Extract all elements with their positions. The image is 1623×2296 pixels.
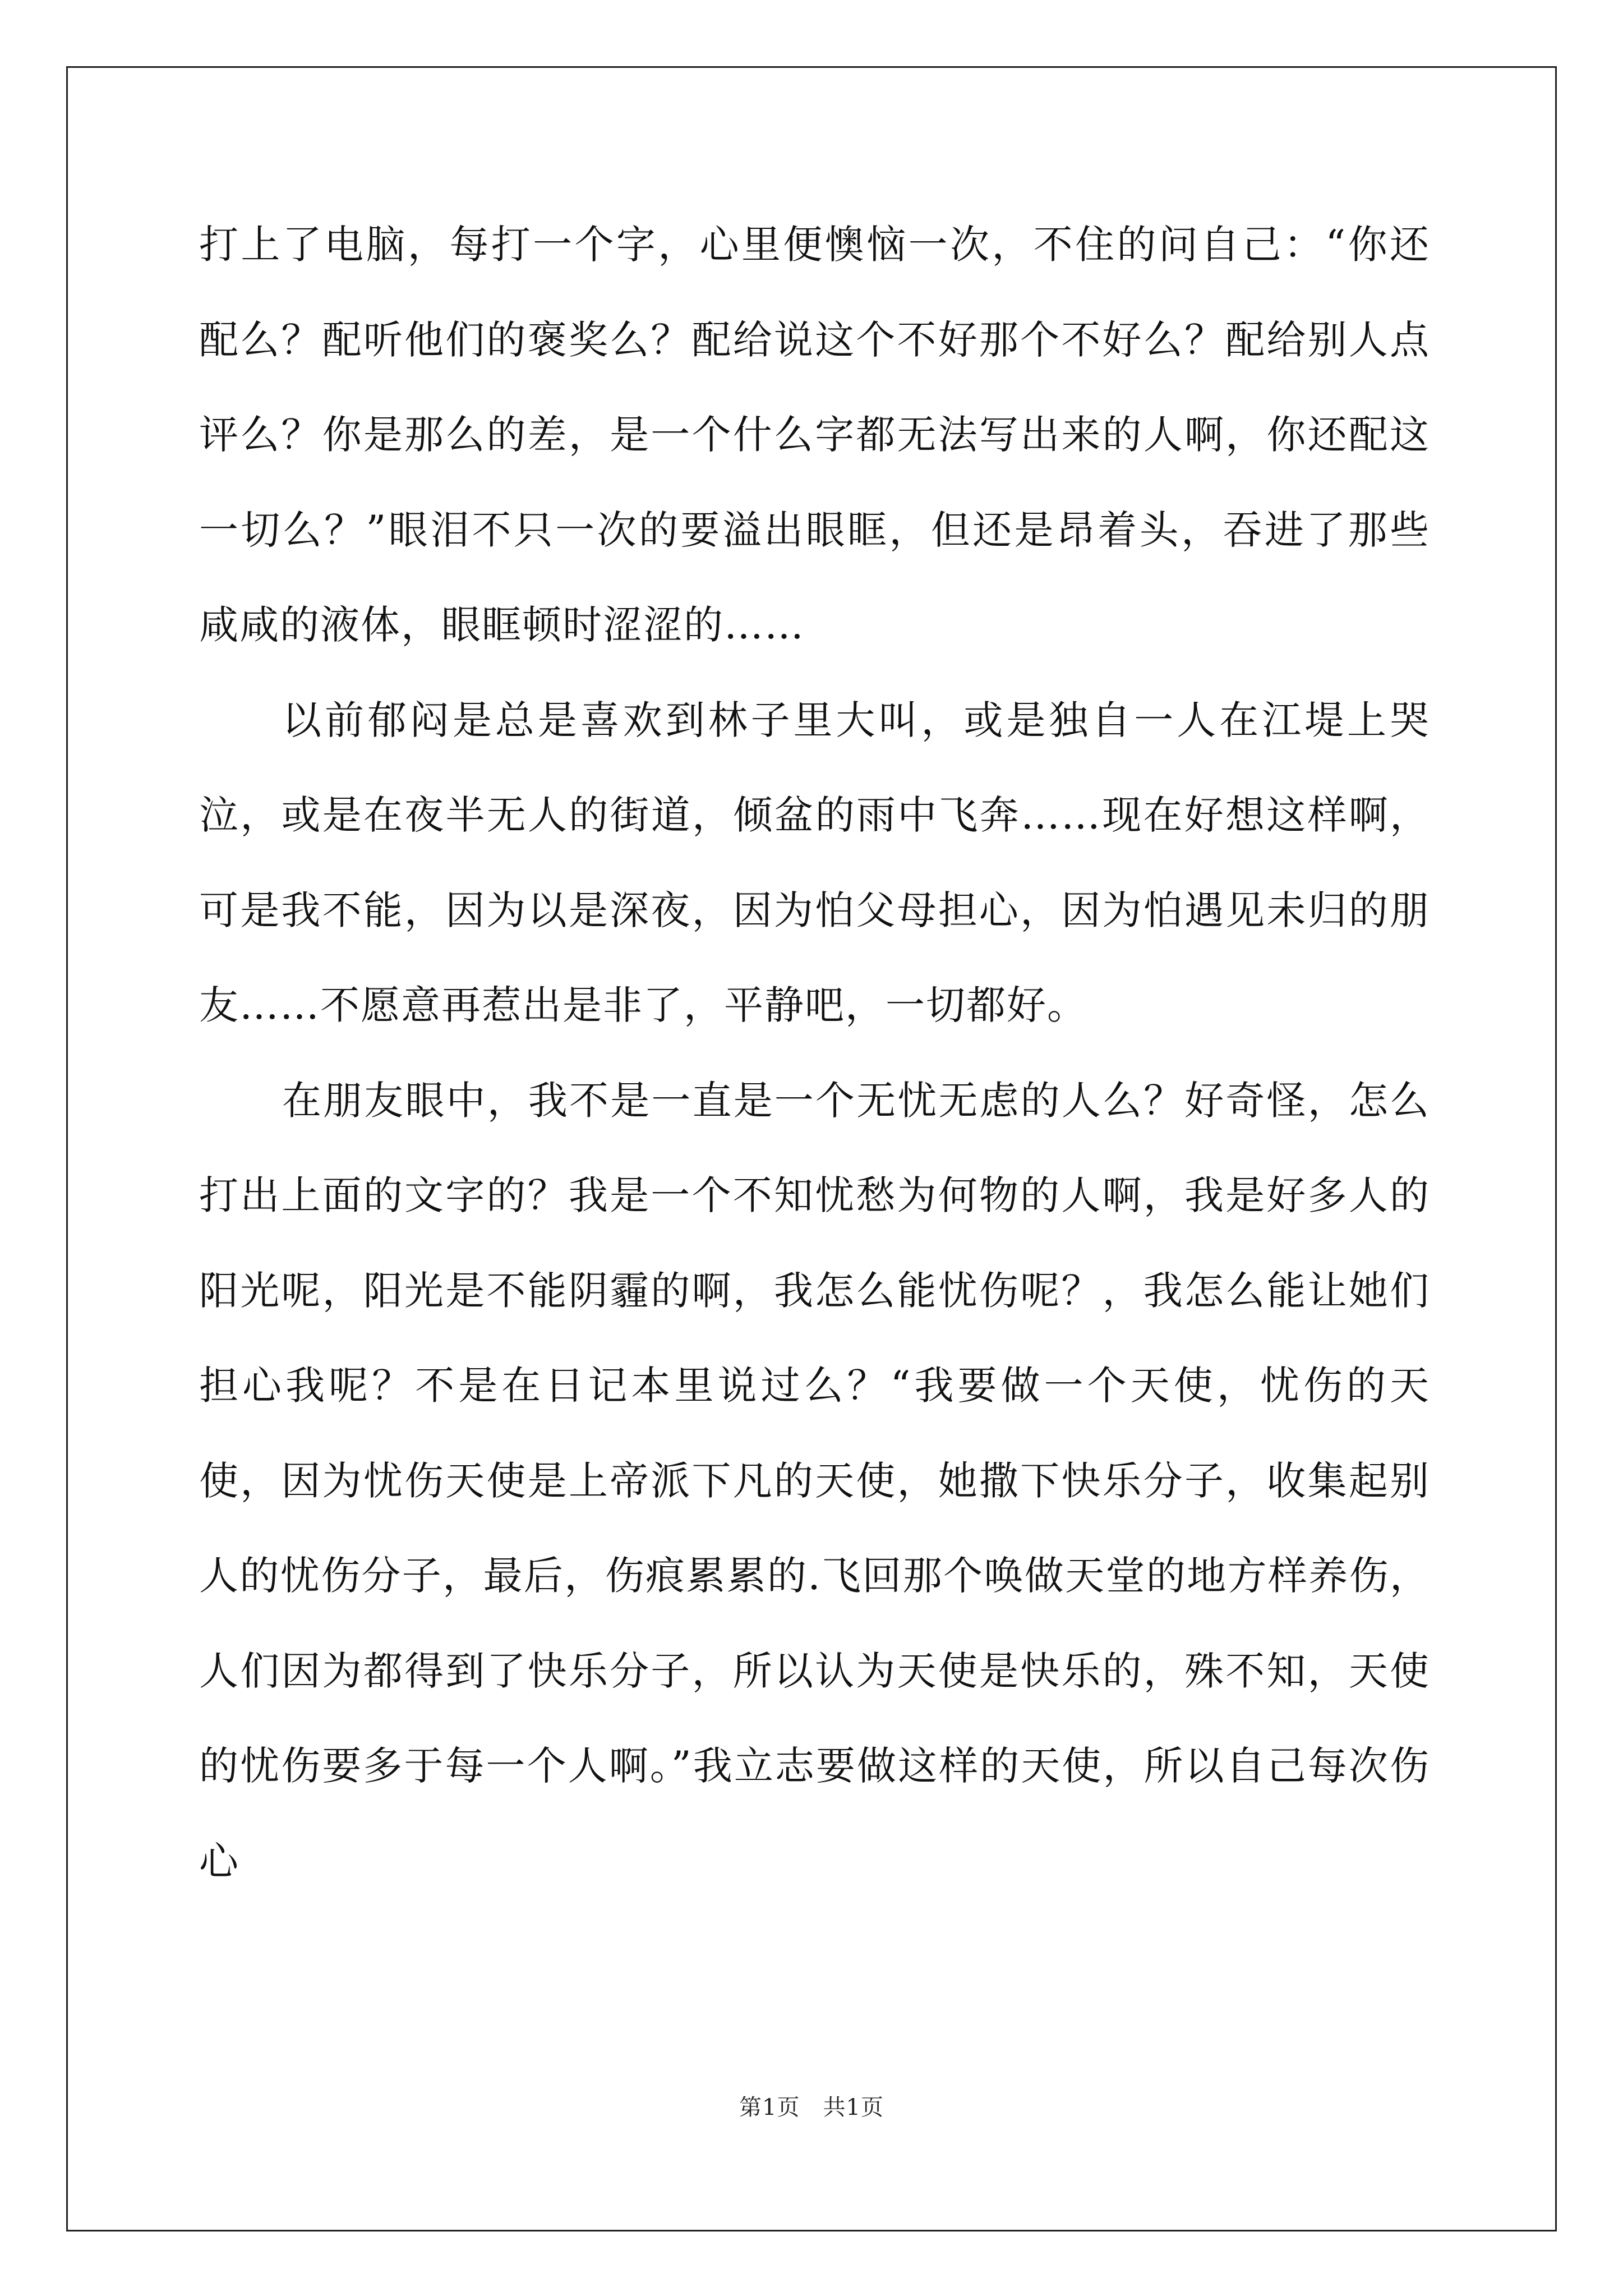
paragraph-2: 以前郁闷是总是喜欢到林子里大叫，或是独自一人在江堤上哭泣，或是在夜半无人的街道，倾盆的雨中飞奔……现在好想这样啊，可是我不能，因为以是深夜，因为怕父母担心，因为怕遇见未归的朋友……不愿意再惹出是非了，平静吧，一切都好。 bbox=[199, 697, 1430, 1028]
paragraph-1: 打上了电脑，每打一个字，心里便懊恼一次，不住的问自己：“你还配么？配听他们的褒奖么？配给说这个不好那个不好么？配给别人点评么？你是那么的差，是一个什么字都无法写出来的人啊，你还配这一切么？”眼泪不只一次的要溢出眼眶，但还是昂着头，吞进了那些咸咸的液体，眼眶顿时涩涩的…… bbox=[199, 222, 1430, 648]
page-footer: 第1页 共1页 bbox=[739, 2095, 884, 2120]
paragraph-3: 在朋友眼中，我不是一直是一个无忧无虑的人么？好奇怪，怎么打出上面的文字的？我是一个不知忧愁为何物的人啊，我是好多人的阳光呢，阳光是不能阴霾的啊，我怎么能忧伤呢？，我怎么能让她们担心我呢？不是在日记本里说过么？“我要做一个天使，忧伤的天使，因为忧伤天使是上帝派下凡的天使，她撒下快乐分子，收集起别人的忧伤分子，最后，伤痕累累的.飞回那个唤做天堂的地方样养伤，人们因为都得到了快乐分子，所以认为天使是快乐的，殊不知，天使的忧伤要多于每一个人啊。”我立志要做这样的天使，所以自己每次伤心 bbox=[199, 1077, 1430, 1884]
document-body bbox=[199, 197, 1430, 1909]
